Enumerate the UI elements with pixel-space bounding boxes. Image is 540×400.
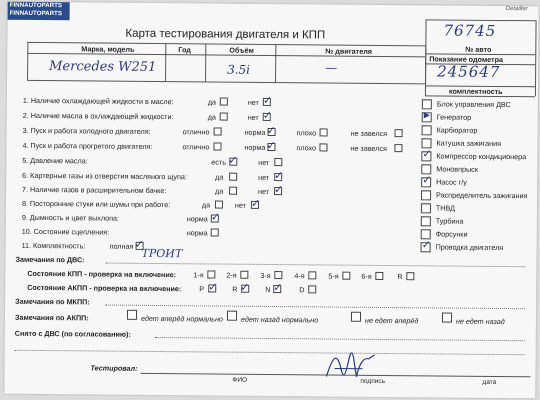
col-volume-label: Объём	[229, 45, 254, 55]
kit-item-mono-injection: Моновпрыск	[436, 164, 478, 174]
akpp-label: Состояние АКПП - проверка на включение:	[27, 282, 182, 294]
row-4-label: 4. Пуск и работа прогретого двигателя:	[22, 140, 153, 151]
kpp-gear-3: 3-я	[260, 270, 271, 280]
date-caption: дата	[482, 378, 497, 386]
akpp-forward-ok-box[interactable]	[127, 310, 137, 320]
odometer-value: 245647	[437, 62, 501, 81]
col-odometer-label: Показание одометра	[429, 54, 504, 65]
auto-number-value: 76745	[443, 21, 497, 40]
kpp-gear-2-box[interactable]	[240, 271, 248, 279]
kit-title: комплектность	[448, 86, 503, 97]
row-7-opt-no: нет	[258, 186, 270, 196]
akpp-pos-n: N	[265, 284, 271, 294]
kit-item-ecu: Блок управления ДВС	[436, 99, 511, 110]
kpp-gear-1-box[interactable]	[207, 270, 215, 278]
row-4-bad-box[interactable]	[319, 143, 327, 151]
row-2-opt-no: нет	[247, 112, 259, 122]
row-11-check: ✓	[134, 237, 144, 251]
akpp-no-forward-box[interactable]	[351, 312, 361, 322]
row-4-opt-no-start: не завелся	[350, 143, 387, 154]
akpp-pos-p-check: ✓	[208, 280, 218, 294]
kpp-gear-r: R	[397, 272, 403, 282]
remarks-dvs-line	[105, 263, 525, 268]
row-1-yes-box[interactable]	[220, 98, 228, 106]
kit-item-ignition-coil: Катушка зажигания	[436, 138, 502, 149]
row-9-label: 9. Дымность и цвет выхлопа:	[21, 212, 120, 223]
remarks-mkpp-label: Замечания по МКПП:	[15, 296, 90, 307]
row-5-label: 5. Давление масла:	[22, 155, 88, 166]
row-4-opt-bad: плохо	[296, 143, 317, 153]
remarks-dvs-handwriting: TPOИT	[141, 246, 183, 261]
kit-mark-engine-wiring: ✓	[421, 238, 431, 252]
row-10-opt-normal: норма	[186, 228, 208, 238]
kit-item-carburetor: Карбюратор	[436, 125, 478, 135]
kpp-gear-2: 2-я	[226, 270, 237, 280]
row-3-opt-bad: плохо	[296, 128, 317, 138]
akpp-pos-d-box[interactable]	[308, 285, 316, 293]
row-6-check: ✓	[274, 169, 284, 183]
akpp-no-forward: не едет вперёд	[364, 315, 419, 326]
row-3-opt-excellent: отлично	[182, 127, 210, 137]
row-3-excellent-box[interactable]	[214, 127, 222, 135]
col-year-label: Год	[178, 45, 191, 55]
watermark-bottom: FINNAUTOPARTS	[9, 9, 63, 18]
volume-value: 3.5i	[227, 62, 251, 77]
row-7-label: 7. Наличие газов в расширительном бачке:	[22, 184, 167, 196]
row-3-check: ✓	[266, 123, 276, 138]
row-2-label: 2. Наличие масла в охлаждающей жидкости:	[22, 110, 174, 122]
kpp-gear-4: 4-я	[294, 271, 305, 281]
test-card-sheet	[4, 2, 538, 399]
row-7-opt-yes: да	[215, 186, 224, 196]
row-8-yes-box[interactable]	[215, 201, 223, 209]
akpp-pos-n-check: ✓	[273, 281, 283, 295]
akpp-back-ok-box[interactable]	[227, 311, 237, 321]
kpp-gear-6: 6-я	[361, 271, 372, 281]
row-8-opt-no: нет	[234, 200, 247, 210]
kit-item-ac-compressor: Компрессор кондиционера	[436, 151, 527, 162]
remarks-mkpp-line	[105, 305, 525, 310]
row-11-opt-full: полная	[109, 241, 134, 251]
row-9-check: ✓	[210, 210, 221, 224]
kpp-gear-3-box[interactable]	[274, 271, 282, 279]
row-4-excellent-box[interactable]	[213, 142, 221, 150]
row-3-opt-no-start: не завелся	[350, 128, 388, 139]
row-5-no-box[interactable]	[274, 158, 282, 166]
row-8-label: 8. Посторонние стуки или шумы при работе:	[21, 198, 171, 210]
watermark-logo	[8, 2, 70, 21]
row-6-opt-no: нет	[258, 172, 270, 182]
kit-item-engine-wiring: Проводка двигателя	[435, 242, 504, 253]
row-4-opt-excellent: отлично	[182, 142, 210, 152]
row-6-opt-yes: да	[215, 172, 224, 182]
row-9-opt-normal: норма	[186, 214, 208, 224]
engine-value: —	[325, 60, 338, 75]
kit-mark-ac-compressor: ✓	[422, 147, 432, 161]
row-1-label: 1. Наличие охлаждающей жидкости в масле:	[22, 95, 174, 107]
row-6-yes-box[interactable]	[229, 173, 237, 181]
kit-item-generator: Генератор	[436, 112, 472, 122]
row-5-check: ✓	[228, 153, 238, 167]
kit-check-ecu[interactable]	[422, 99, 432, 109]
row-4-check: ✓	[266, 138, 276, 153]
row-7-yes-box[interactable]	[229, 187, 237, 195]
kit-mark-power-steering-pump: ✓	[422, 173, 432, 187]
header-table	[27, 42, 425, 85]
row-2-opt-yes: да	[207, 112, 216, 122]
akpp-pos-d: D	[299, 285, 305, 295]
kpp-gear-r-box[interactable]	[406, 272, 414, 280]
row-10-normal-box[interactable]	[211, 228, 219, 236]
kpp-label: Состояние КПП - проверка на включение:	[27, 268, 177, 280]
row-8-opt-yes: да	[201, 200, 211, 210]
corner-watermark: Detailler	[505, 6, 528, 13]
watermark-top: FINNAUTOPARTS	[9, 1, 63, 10]
row-7-check: ✓	[274, 183, 284, 197]
row-1-opt-yes: да	[207, 97, 217, 107]
akpp-forward-ok: едет вперёд нормально	[140, 313, 223, 324]
col-model-label: Марка, модель	[81, 44, 135, 54]
akpp-no-back-box[interactable]	[442, 312, 452, 322]
tested-by-label: Тестировал:	[90, 363, 138, 373]
kpp-gear-5-box[interactable]	[342, 272, 350, 280]
col-auto-label: № авто	[465, 44, 492, 54]
kpp-gear-4-box[interactable]	[308, 271, 316, 279]
model-value: Mercedes W251	[49, 59, 157, 75]
row-1-opt-no: нет	[247, 97, 259, 107]
kit-item-distributor: Распределитель зажигания	[436, 190, 528, 201]
row-10-label: 10. Состояние сцепления:	[21, 226, 110, 237]
row-11-label: 11. Комплектность:	[21, 240, 86, 251]
kit-item-power-steering-pump: Насос г/у	[436, 177, 467, 187]
row-1-check: ✓	[262, 93, 273, 108]
removed-line	[155, 337, 525, 341]
row-3-no-start-box[interactable]	[395, 129, 403, 137]
page-title: Карта тестирования двигателя и КПП	[125, 27, 326, 42]
fio-caption: ФИО	[232, 376, 248, 384]
sign-caption: подпись	[360, 377, 386, 385]
row-8-check: ✓	[250, 196, 261, 210]
akpp-pos-r: R	[232, 284, 238, 294]
row-2-check: ✓	[262, 108, 273, 123]
col-engine-label: № двигателя	[325, 46, 373, 56]
remarks-dvs-label: Замечания по ДВС:	[15, 254, 85, 265]
row-6-label: 6. Картерные газы из отверстия масляного щупа:	[22, 170, 187, 182]
row-4-opt-normal: норма	[244, 142, 266, 152]
akpp-pos-p: P	[199, 284, 205, 294]
row-2-yes-box[interactable]	[220, 113, 228, 121]
kpp-gear-6-box[interactable]	[375, 272, 383, 280]
removed-line-2	[15, 350, 525, 355]
kit-check-turbine[interactable]	[421, 216, 431, 226]
akpp-no-back: не едет назад	[455, 316, 505, 327]
row-3-opt-normal: норма	[244, 127, 266, 137]
kit-mark-generator: ▶	[423, 110, 430, 120]
kit-item-injectors: Форсунки	[435, 229, 468, 239]
row-3-label: 3. Пуск и работа холодного двигателя:	[22, 125, 151, 136]
kit-item-tnvd: ТНВД	[435, 203, 456, 213]
kit-check-tnvd[interactable]	[421, 203, 431, 213]
kit-check-distributor[interactable]	[421, 190, 431, 200]
akpp-back-ok: едет назад нормально	[240, 314, 319, 325]
kpp-gear-5: 5-я	[328, 271, 339, 281]
kit-check-carburetor[interactable]	[422, 125, 432, 135]
akpp-pos-r-check: ✓	[240, 280, 250, 294]
removed-label: Снято с ДВС (по согласованию):	[14, 328, 131, 339]
remarks-akpp-label: Замечания по АКПП:	[14, 312, 89, 323]
row-3-bad-box[interactable]	[320, 128, 328, 136]
kpp-gear-1: 1-я	[193, 270, 204, 280]
row-5-opt-no: нет	[258, 157, 270, 167]
kit-item-turbine: Турбина	[435, 216, 464, 226]
row-4-no-start-box[interactable]	[394, 144, 402, 152]
auto-odometer-box	[409, 19, 536, 86]
row-5-opt-yes: есть	[211, 157, 227, 167]
